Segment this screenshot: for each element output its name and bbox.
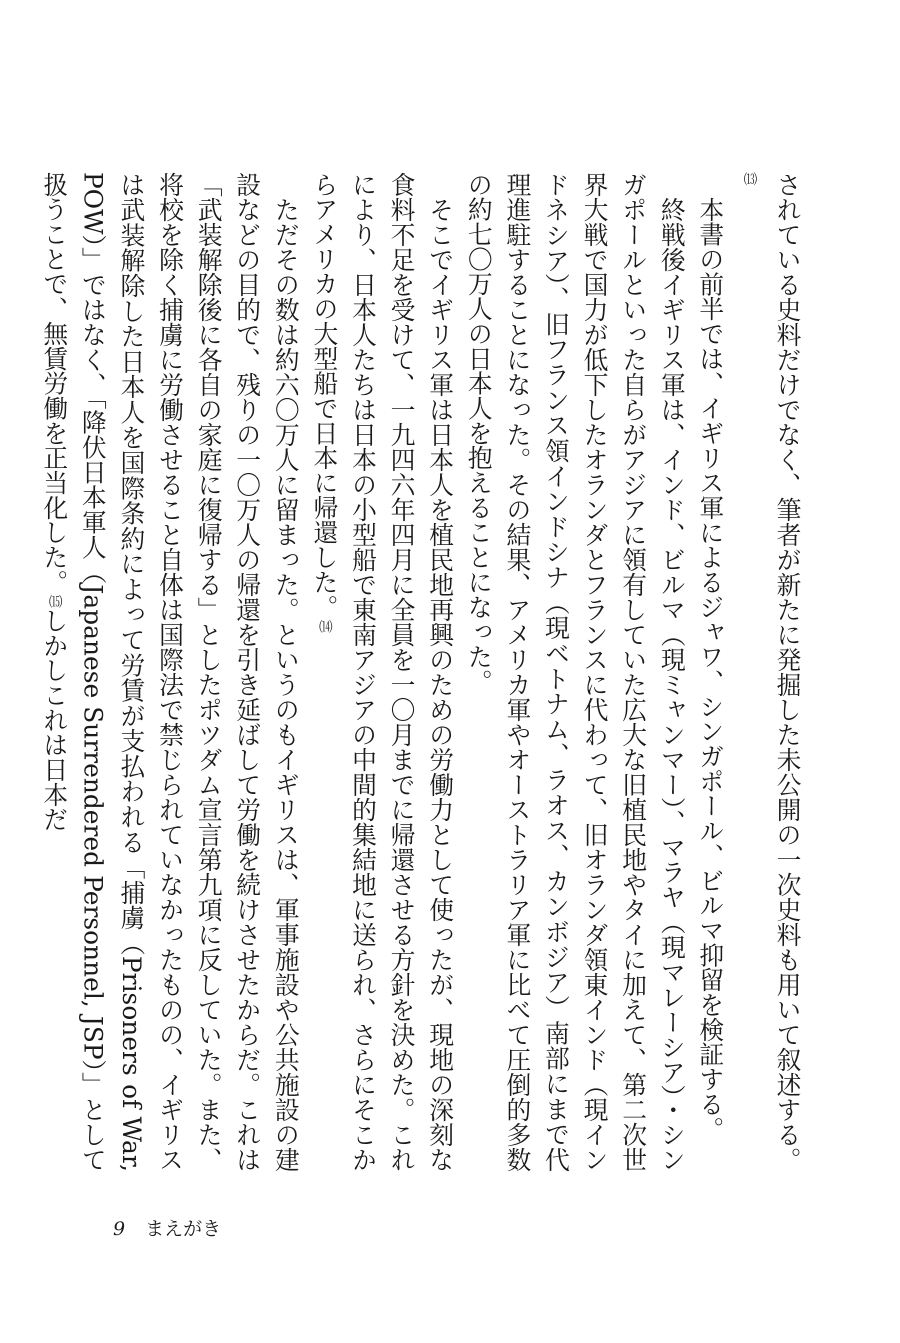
paragraph-text: 本書の前半では、イギリス軍によるジャワ、シンガポール、ビルマ抑留を検証する。 xyxy=(695,196,725,1142)
paragraph xyxy=(690,172,729,1172)
paragraph-text: ただその数は約六〇万人に留まった。というのもイギリスは、軍事施設や公共施設の建設などの目的で、残りの一〇万人の帰還を引き延ばして労働を続けさせたからだ。これは「武装解除後に各自の家庭に復帰する」としたポツダム宣言第九項に反していた。また、将校を除く捕虜に労働させること自体は国際法で禁じられていなかったものの、イギリスは武装解除した日本人を国際条約によって労賃が支払われる「捕虜（Prisoners of War, POW）」ではなく、「降伏日本軍人（Japanese Surrendered Personnel, JSP）」として扱うことで、無賃労働を正当化した。 xyxy=(39,172,301,1172)
paragraph-text: 終戦後イギリス軍は、インド、ビルマ（現ミャンマー）、マラヤ（現マレーシア）・シンガポールといった自らがアジアに領有していた広大な旧植民地やタイに加えて、第二次世界大戦で国力が低下したオランダとフランスに代わって、旧オランダ領東インド（現インドネシア）、旧フランス領インドシナ（現ベトナム、ラオス、カンボジア）南部にまで代理進駐することになった。その結果、アメリカ軍やオーストラリア軍に比べて圧倒的多数の約七〇万人の日本人を抱えることになった。 xyxy=(464,172,687,1172)
paragraph xyxy=(34,172,304,1172)
footnote-reference: ⒀ xyxy=(740,172,757,186)
paragraph xyxy=(304,172,458,1172)
footnote-reference: ⒂ xyxy=(45,594,62,609)
paragraph-text: しかしこれは日本だ xyxy=(39,608,69,832)
footnote-reference: ⒁ xyxy=(315,619,332,633)
paragraph-text: そこでイギリス軍は日本人を植民地再興のための労働力として使ったが、現地の深刻な食料不足を受けて、一九四六年四月に全員を一〇月までに帰還させる方針を決めた。これにより、日本人たちは日本の小型船で東南アジアの中間的集結地に送られ、さらにそこからアメリカの大型船で日本に帰還した。 xyxy=(309,172,455,1172)
paragraph xyxy=(729,172,806,1172)
running-title: まえがき xyxy=(145,1218,222,1240)
paragraph xyxy=(459,172,691,1172)
paragraph-text: されている史料だけでなく、筆者が新たに発掘した未公開の一次史料も用いて叙述する。 xyxy=(773,172,802,1172)
page-footer xyxy=(113,1217,221,1241)
page-number: 9 xyxy=(113,1218,126,1240)
body-text xyxy=(39,172,806,1172)
